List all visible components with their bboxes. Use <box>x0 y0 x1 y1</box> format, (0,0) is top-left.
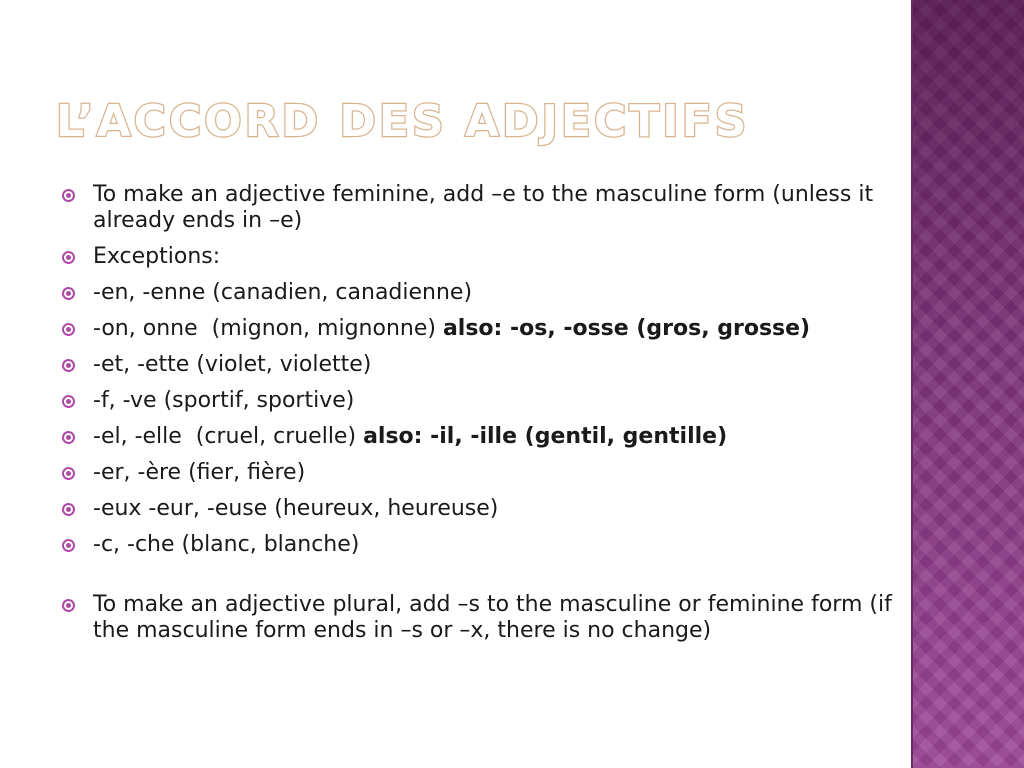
circle-dot-icon <box>62 359 75 372</box>
circle-dot-icon <box>62 467 75 480</box>
bullet-list <box>62 182 892 654</box>
circle-dot-icon <box>62 539 75 552</box>
circle-dot-icon <box>62 323 75 336</box>
bullet-text: Exceptions: <box>93 244 221 269</box>
bullet-text: -eux -eur, -euse (heureux, heureuse) <box>93 496 499 521</box>
bullet-item-et-ette <box>62 352 892 378</box>
bullet-bold-text: also: -os, -osse (gros, grosse) <box>442 316 811 341</box>
bullet-text: -el, -elle (cruel, cruelle) <box>93 424 364 449</box>
bullet-text: -c, -che (blanc, blanche) <box>93 532 360 557</box>
bullet-text: To make an adjective plural, add –s to the masculine or feminine form (if the masculine form ends in –s or –x, there is no change) <box>93 592 892 643</box>
bullet-text: -er, -ère (fier, fière) <box>93 460 306 485</box>
bullet-item-feminine-rule <box>62 182 892 234</box>
circle-dot-icon <box>62 599 75 612</box>
bullet-item-en-enne <box>62 280 892 306</box>
bullet-text: To make an adjective feminine, add –e to the masculine form (unless it already ends in –e) <box>93 182 874 233</box>
circle-dot-icon <box>62 503 75 516</box>
bullet-item-plural-rule <box>62 592 892 644</box>
decorative-side-band <box>913 0 1024 768</box>
bullet-text: -on, onne (mignon, mignonne) <box>93 316 443 341</box>
bullet-item-exceptions <box>62 244 892 270</box>
circle-dot-icon <box>62 395 75 408</box>
bullet-item-el-elle <box>62 424 892 450</box>
circle-dot-icon <box>62 189 75 202</box>
slide-title: L’ACCORD DES ADJECTIFS <box>56 96 750 147</box>
bullet-item-c-che <box>62 532 892 558</box>
bullet-item-eux-euse <box>62 496 892 522</box>
bullet-bold-text: also: -il, -ille (gentil, gentille) <box>363 424 728 449</box>
bullet-text: -et, -ette (violet, violette) <box>93 352 372 377</box>
circle-dot-icon <box>62 287 75 300</box>
bullet-item-f-ve <box>62 388 892 414</box>
bullet-text: -f, -ve (sportif, sportive) <box>93 388 355 413</box>
bullet-item-er-ere <box>62 460 892 486</box>
bullet-text: -en, -enne (canadien, canadienne) <box>93 280 473 305</box>
bullet-item-on-onne <box>62 316 892 342</box>
circle-dot-icon <box>62 251 75 264</box>
circle-dot-icon <box>62 431 75 444</box>
